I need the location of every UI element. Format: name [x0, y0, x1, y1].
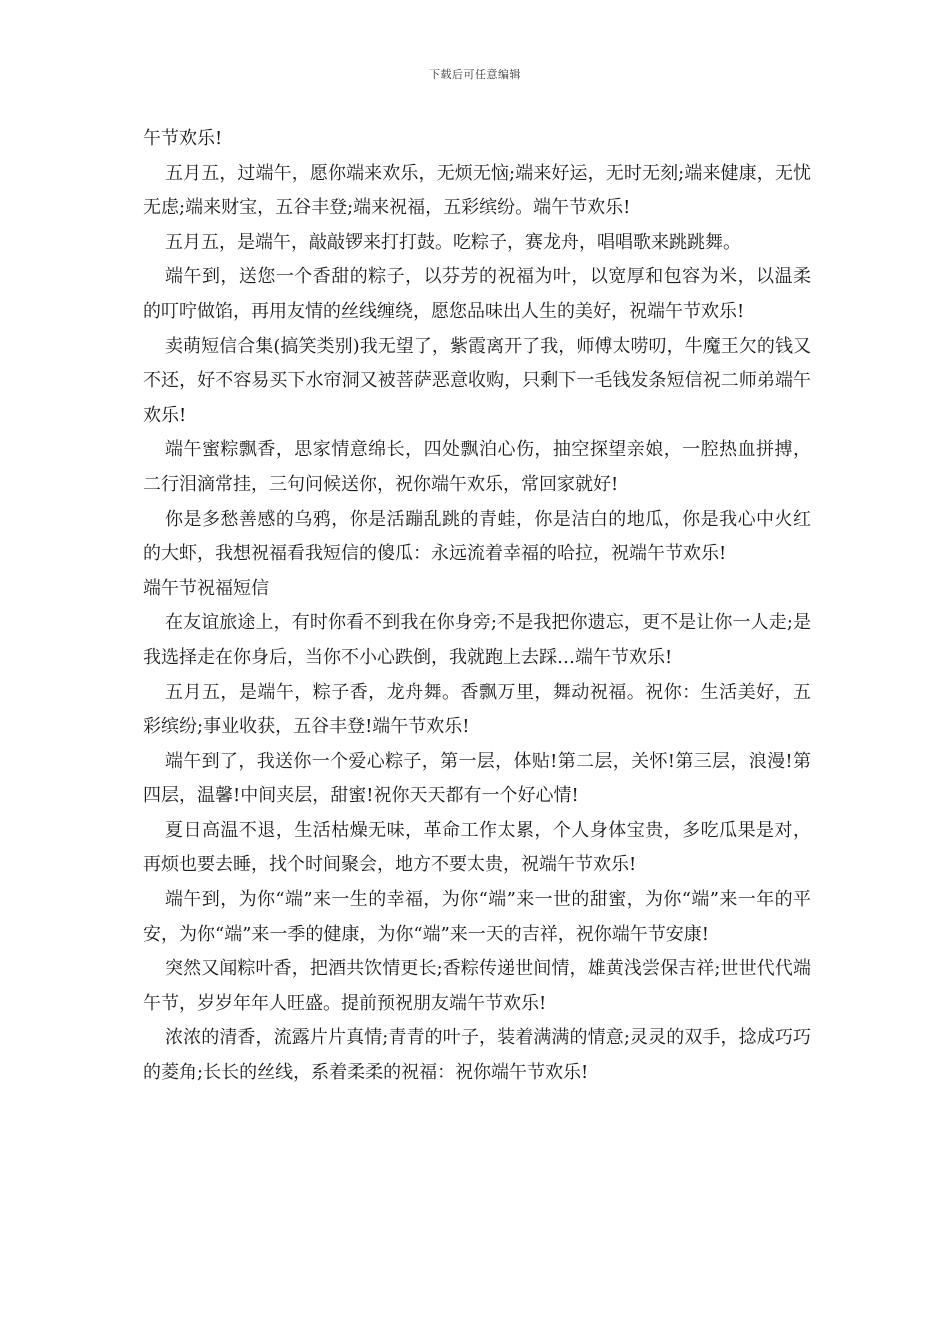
paragraph: 你是多愁善感的乌鸦，你是活蹦乱跳的青蛙，你是洁白的地瓜，你是我心中火红的大虾，我想祝福看我短信的傻瓜：永远流着幸福的哈拉，祝端午节欢乐!: [143, 508, 811, 565]
paragraph: 端午到，送您一个香甜的粽子，以芬芳的祝福为叶，以宽厚和包容为米，以温柔的叮咛做馅，再用友情的丝线缠绕，愿您品味出人生的美好，祝端午节欢乐!: [143, 266, 811, 322]
paragraph: 在友谊旅途上，有时你看不到我在你身旁;不是我把你遗忘，更不是让你一人走;是我选择走在你身后，当你不小心跌倒，我就跑上去踩…端午节欢乐!: [143, 612, 811, 668]
paragraph: 端午到，为你“端”来一生的幸福，为你“端”来一世的甜蜜，为你“端”来一年的平安，为你“端”来一季的健康，为你“端”来一天的吉祥，祝你端午节安康!: [143, 889, 811, 945]
paragraph: 端午到了，我送你一个爱心粽子，第一层，体贴!第二层，关怀!第三层，浪漫!第四层，温馨!中间夹层，甜蜜!祝你天天都有一个好心情!: [143, 750, 811, 807]
paragraph: 五月五，是端午，粽子香，龙舟舞。香飘万里，舞动祝福。祝你：生活美好，五彩缤纷;事业收获，五谷丰登!端午节欢乐!: [143, 681, 811, 738]
page-header: 下载后可任意编辑: [429, 68, 521, 81]
document-body: [143, 122, 811, 1091]
section-heading: 端午节祝福短信: [143, 577, 269, 599]
paragraph: 夏日高温不退，生活枯燥无味，革命工作太累，个人身体宝贵，多吃瓜果是对，再烦也要去睡，找个时间聚会，地方不要太贵，祝端午节欢乐!: [143, 819, 811, 876]
paragraph: 突然又闻粽叶香，把酒共饮情更长;香粽传递世间情，雄黄浅尝保吉祥;世世代代端午节，岁岁年年人旺盛。提前预祝朋友端午节欢乐!: [143, 958, 811, 1014]
paragraph: 浓浓的清香，流露片片真情;青青的叶子，装着满满的情意;灵灵的双手，捻成巧巧的菱角;长长的丝线，系着柔柔的祝福：祝你端午节欢乐!: [143, 1027, 811, 1084]
paragraph: 端午蜜粽飘香，思家情意绵长，四处飘泊心伤，抽空探望亲娘，一腔热血拼搏，二行泪滴常挂，三句问候送你，祝你端午欢乐，常回家就好!: [143, 439, 811, 495]
paragraph: 午节欢乐!: [143, 128, 223, 149]
paragraph: 五月五，过端午，愿你端来欢乐，无烦无恼;端来好运，无时无刻;端来健康，无忧无虑;端来财宝，五谷丰登;端来祝福，五彩缤纷。端午节欢乐!: [143, 162, 811, 219]
paragraph: 卖萌短信合集(搞笑类别)我无望了，紫霞离开了我，师傅太唠叨，牛魔王欠的钱又不还，好不容易买下水帘洞又被菩萨恶意收购，只剩下一毛钱发条短信祝二师弟端午欢乐!: [143, 335, 811, 426]
paragraph: 五月五，是端午，敲敲锣来打打鼓。吃粽子，赛龙舟，唱唱歌来跳跳舞。: [165, 231, 741, 253]
